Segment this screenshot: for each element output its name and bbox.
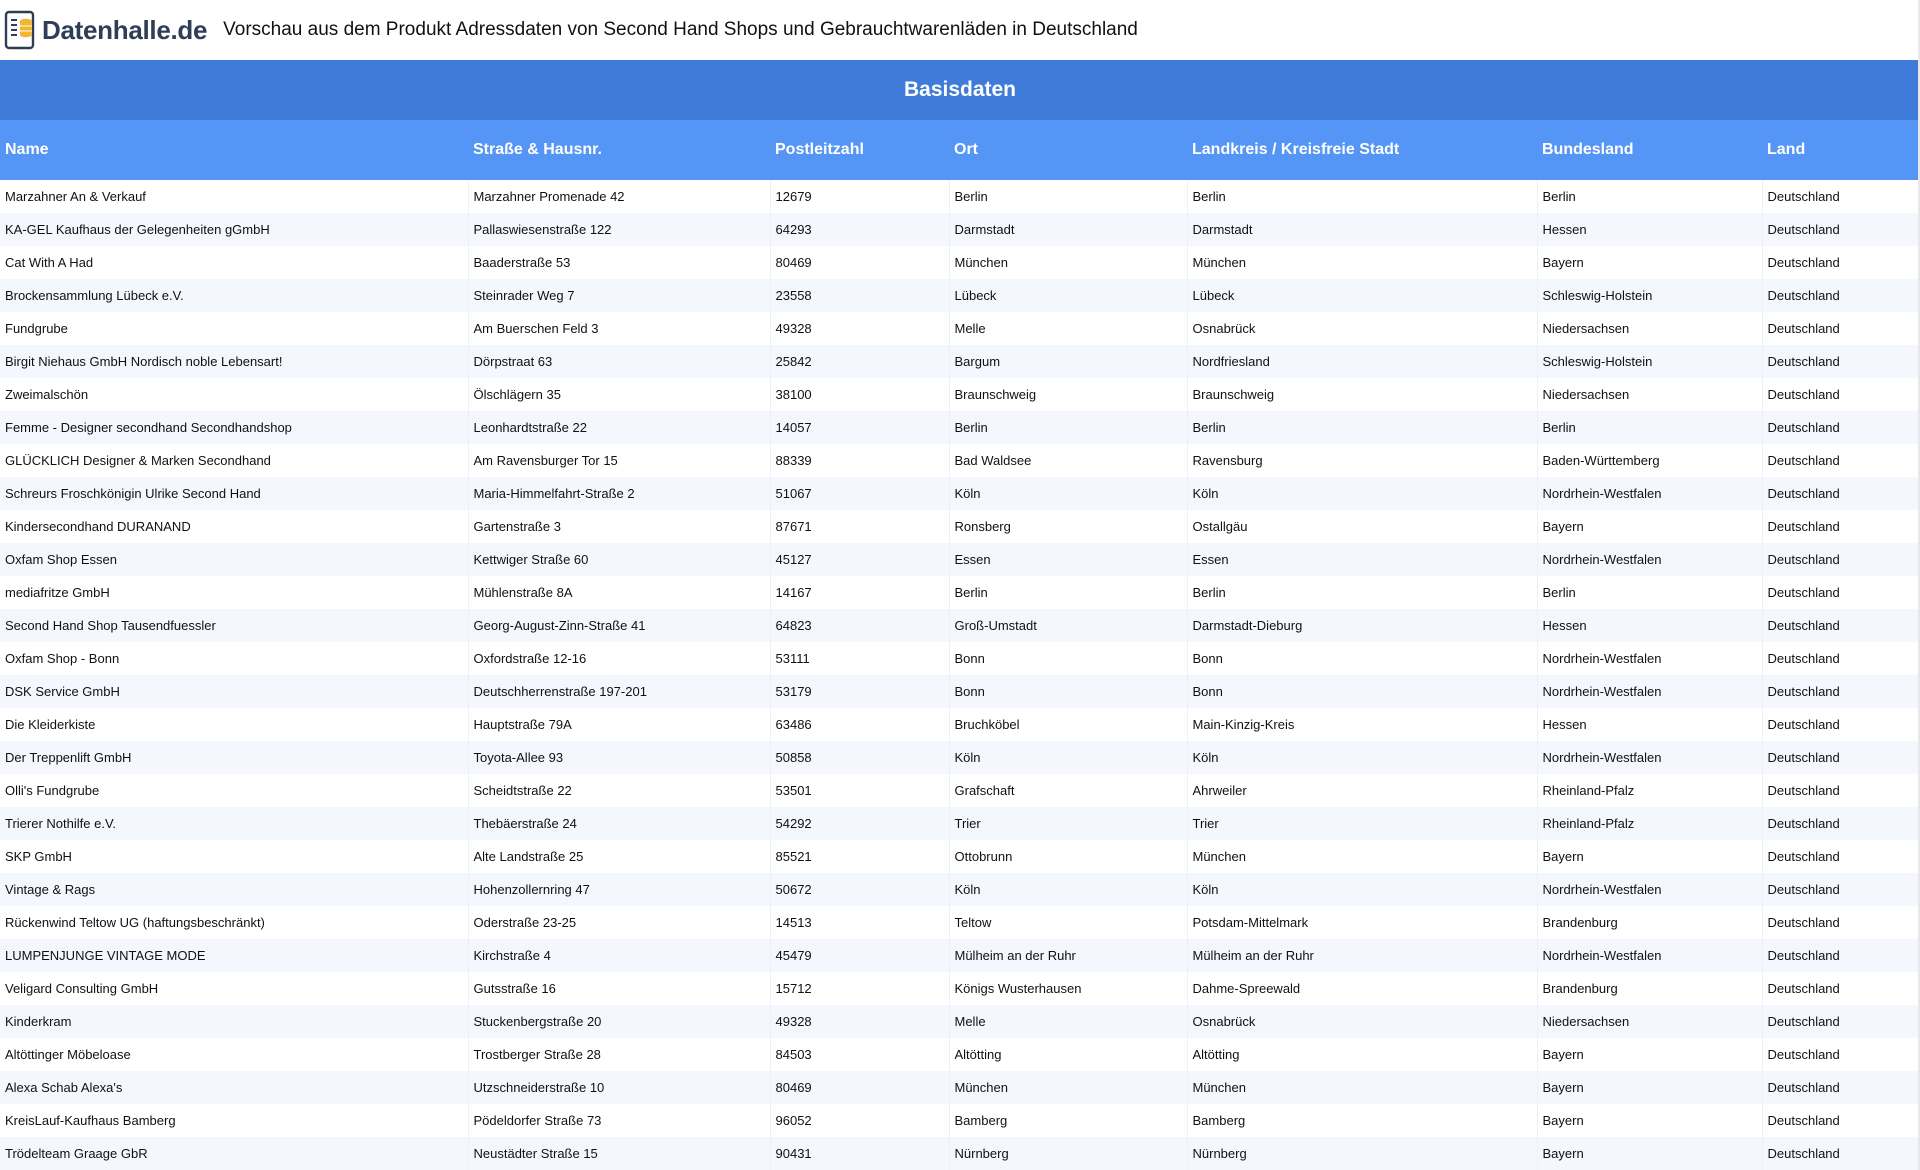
table-row[interactable] (0, 1137, 1920, 1170)
cell-street: Am Ravensburger Tor 15 (468, 444, 770, 477)
cell-name: Die Kleiderkiste (0, 708, 468, 741)
cell-state: Niedersachsen (1537, 312, 1762, 345)
cell-state: Bayern (1537, 1137, 1762, 1170)
cell-postal-code: 54292 (770, 807, 949, 840)
cell-street: Dörpstraat 63 (468, 345, 770, 378)
cell-district: Potsdam-Mittelmark (1187, 906, 1537, 939)
table-row[interactable] (0, 708, 1920, 741)
cell-name: Femme - Designer secondhand Secondhandshop (0, 411, 468, 444)
cell-name: mediafritze GmbH (0, 576, 468, 609)
cell-city: Köln (949, 873, 1187, 906)
cell-state: Nordrhein-Westfalen (1537, 477, 1762, 510)
cell-district: Ostallgäu (1187, 510, 1537, 543)
table-row[interactable] (0, 246, 1920, 279)
cell-name: Kindersecondhand DURANAND (0, 510, 468, 543)
cell-city: Grafschaft (949, 774, 1187, 807)
table-row[interactable] (0, 642, 1920, 675)
cell-city: München (949, 246, 1187, 279)
cell-state: Bayern (1537, 1104, 1762, 1137)
cell-district: Darmstadt-Dieburg (1187, 609, 1537, 642)
cell-name: Schreurs Froschkönigin Ulrike Second Hand (0, 477, 468, 510)
cell-district: Bonn (1187, 642, 1537, 675)
cell-city: Groß-Umstadt (949, 609, 1187, 642)
cell-city: Essen (949, 543, 1187, 576)
cell-district: Darmstadt (1187, 213, 1537, 246)
cell-state: Berlin (1537, 180, 1762, 213)
cell-state: Brandenburg (1537, 906, 1762, 939)
cell-city: Bamberg (949, 1104, 1187, 1137)
cell-country: Deutschland (1762, 543, 1920, 576)
cell-district: Osnabrück (1187, 312, 1537, 345)
cell-city: Bruchköbel (949, 708, 1187, 741)
cell-city: Teltow (949, 906, 1187, 939)
table-row[interactable] (0, 1104, 1920, 1137)
cell-country: Deutschland (1762, 576, 1920, 609)
table-row[interactable] (0, 543, 1920, 576)
table-row[interactable] (0, 180, 1920, 213)
cell-state: Bayern (1537, 1071, 1762, 1104)
table-row[interactable] (0, 1071, 1920, 1104)
table-row[interactable] (0, 1005, 1920, 1038)
table-row[interactable] (0, 345, 1920, 378)
cell-name: Rückenwind Teltow UG (haftungsbeschränkt) (0, 906, 468, 939)
cell-name: GLÜCKLICH Designer & Marken Secondhand (0, 444, 468, 477)
cell-name: Alexa Schab Alexa's (0, 1071, 468, 1104)
cell-city: Bonn (949, 675, 1187, 708)
cell-state: Niedersachsen (1537, 378, 1762, 411)
cell-street: Thebäerstraße 24 (468, 807, 770, 840)
cell-street: Toyota-Allee 93 (468, 741, 770, 774)
cell-street: Alte Landstraße 25 (468, 840, 770, 873)
cell-street: Kettwiger Straße 60 (468, 543, 770, 576)
cell-name: Fundgrube (0, 312, 468, 345)
column-header-city[interactable]: Ort (949, 120, 1187, 180)
cell-country: Deutschland (1762, 312, 1920, 345)
cell-postal-code: 80469 (770, 246, 949, 279)
cell-district: Main-Kinzig-Kreis (1187, 708, 1537, 741)
cell-name: Trödelteam Graage GbR (0, 1137, 468, 1170)
cell-state: Bayern (1537, 246, 1762, 279)
cell-postal-code: 87671 (770, 510, 949, 543)
site-logo[interactable] (4, 8, 207, 52)
cell-district: München (1187, 840, 1537, 873)
cell-street: Ölschlägern 35 (468, 378, 770, 411)
cell-street: Baaderstraße 53 (468, 246, 770, 279)
cell-postal-code: 96052 (770, 1104, 949, 1137)
cell-district: Köln (1187, 477, 1537, 510)
section-title: Basisdaten (0, 60, 1920, 120)
cell-postal-code: 49328 (770, 312, 949, 345)
cell-country: Deutschland (1762, 444, 1920, 477)
cell-state: Hessen (1537, 213, 1762, 246)
cell-postal-code: 63486 (770, 708, 949, 741)
cell-country: Deutschland (1762, 180, 1920, 213)
data-table (0, 120, 1920, 1170)
table-row[interactable] (0, 939, 1920, 972)
cell-city: Trier (949, 807, 1187, 840)
cell-district: München (1187, 246, 1537, 279)
cell-postal-code: 38100 (770, 378, 949, 411)
cell-postal-code: 49328 (770, 1005, 949, 1038)
cell-name: KreisLauf-Kaufhaus Bamberg (0, 1104, 468, 1137)
cell-name: Der Treppenlift GmbH (0, 741, 468, 774)
cell-street: Marzahner Promenade 42 (468, 180, 770, 213)
cell-state: Bayern (1537, 510, 1762, 543)
cell-country: Deutschland (1762, 1071, 1920, 1104)
cell-country: Deutschland (1762, 906, 1920, 939)
cell-state: Nordrhein-Westfalen (1537, 642, 1762, 675)
cell-city: Berlin (949, 180, 1187, 213)
cell-state: Nordrhein-Westfalen (1537, 675, 1762, 708)
cell-city: Nürnberg (949, 1137, 1187, 1170)
cell-city: Berlin (949, 411, 1187, 444)
cell-country: Deutschland (1762, 378, 1920, 411)
cell-state: Berlin (1537, 576, 1762, 609)
table-row[interactable] (0, 774, 1920, 807)
cell-state: Baden-Württemberg (1537, 444, 1762, 477)
table-row[interactable] (0, 477, 1920, 510)
cell-name: Oxfam Shop - Bonn (0, 642, 468, 675)
cell-street: Pallaswiesenstraße 122 (468, 213, 770, 246)
cell-street: Scheidtstraße 22 (468, 774, 770, 807)
cell-country: Deutschland (1762, 642, 1920, 675)
cell-name: KA-GEL Kaufhaus der Gelegenheiten gGmbH (0, 213, 468, 246)
cell-name: Altöttinger Möbeloase (0, 1038, 468, 1071)
cell-district: Bonn (1187, 675, 1537, 708)
cell-street: Pödeldorfer Straße 73 (468, 1104, 770, 1137)
cell-country: Deutschland (1762, 411, 1920, 444)
cell-country: Deutschland (1762, 1038, 1920, 1071)
cell-district: München (1187, 1071, 1537, 1104)
cell-postal-code: 23558 (770, 279, 949, 312)
cell-country: Deutschland (1762, 246, 1920, 279)
table-row[interactable] (0, 807, 1920, 840)
cell-country: Deutschland (1762, 609, 1920, 642)
cell-country: Deutschland (1762, 774, 1920, 807)
cell-state: Nordrhein-Westfalen (1537, 873, 1762, 906)
cell-street: Utzschneiderstraße 10 (468, 1071, 770, 1104)
cell-postal-code: 15712 (770, 972, 949, 1005)
cell-district: Ravensburg (1187, 444, 1537, 477)
cell-city: Bonn (949, 642, 1187, 675)
cell-postal-code: 53111 (770, 642, 949, 675)
cell-state: Nordrhein-Westfalen (1537, 939, 1762, 972)
cell-district: Nordfriesland (1187, 345, 1537, 378)
cell-street: Stuckenbergstraße 20 (468, 1005, 770, 1038)
cell-postal-code: 50858 (770, 741, 949, 774)
cell-country: Deutschland (1762, 345, 1920, 378)
cell-postal-code: 64293 (770, 213, 949, 246)
cell-city: München (949, 1071, 1187, 1104)
cell-postal-code: 45127 (770, 543, 949, 576)
cell-country: Deutschland (1762, 1104, 1920, 1137)
cell-postal-code: 88339 (770, 444, 949, 477)
cell-postal-code: 14167 (770, 576, 949, 609)
cell-city: Melle (949, 1005, 1187, 1038)
cell-street: Georg-August-Zinn-Straße 41 (468, 609, 770, 642)
cell-city: Ottobrunn (949, 840, 1187, 873)
cell-name: DSK Service GmbH (0, 675, 468, 708)
page-title: Vorschau aus dem Produkt Adressdaten von Second Hand Shops und Gebrauchtwarenläden in Deutschland (223, 19, 1138, 40)
cell-name: Oxfam Shop Essen (0, 543, 468, 576)
cell-street: Am Buerschen Feld 3 (468, 312, 770, 345)
cell-street: Neustädter Straße 15 (468, 1137, 770, 1170)
cell-street: Kirchstraße 4 (468, 939, 770, 972)
cell-state: Berlin (1537, 411, 1762, 444)
cell-country: Deutschland (1762, 939, 1920, 972)
cell-street: Oxfordstraße 12-16 (468, 642, 770, 675)
cell-country: Deutschland (1762, 1137, 1920, 1170)
cell-city: Königs Wusterhausen (949, 972, 1187, 1005)
cell-country: Deutschland (1762, 213, 1920, 246)
cell-street: Oderstraße 23-25 (468, 906, 770, 939)
cell-name: Cat With A Had (0, 246, 468, 279)
cell-street: Steinrader Weg 7 (468, 279, 770, 312)
cell-country: Deutschland (1762, 873, 1920, 906)
table-header (0, 120, 1920, 180)
cell-postal-code: 84503 (770, 1038, 949, 1071)
cell-name: Vintage & Rags (0, 873, 468, 906)
cell-state: Brandenburg (1537, 972, 1762, 1005)
cell-city: Melle (949, 312, 1187, 345)
cell-street: Mühlenstraße 8A (468, 576, 770, 609)
cell-country: Deutschland (1762, 972, 1920, 1005)
table-row[interactable] (0, 972, 1920, 1005)
cell-name: Marzahner An & Verkauf (0, 180, 468, 213)
cell-state: Hessen (1537, 708, 1762, 741)
cell-postal-code: 51067 (770, 477, 949, 510)
cell-city: Köln (949, 741, 1187, 774)
cell-name: Veligard Consulting GmbH (0, 972, 468, 1005)
table-row[interactable] (0, 378, 1920, 411)
table-row[interactable] (0, 609, 1920, 642)
cell-state: Bayern (1537, 840, 1762, 873)
table-row[interactable] (0, 873, 1920, 906)
cell-district: Lübeck (1187, 279, 1537, 312)
cell-district: Berlin (1187, 180, 1537, 213)
cell-postal-code: 14513 (770, 906, 949, 939)
cell-district: Berlin (1187, 411, 1537, 444)
cell-district: Ahrweiler (1187, 774, 1537, 807)
cell-postal-code: 53179 (770, 675, 949, 708)
cell-city: Altötting (949, 1038, 1187, 1071)
cell-country: Deutschland (1762, 807, 1920, 840)
cell-country: Deutschland (1762, 840, 1920, 873)
database-logo-icon (4, 9, 38, 51)
cell-city: Mülheim an der Ruhr (949, 939, 1187, 972)
cell-state: Schleswig-Holstein (1537, 345, 1762, 378)
cell-district: Bamberg (1187, 1104, 1537, 1137)
table-row[interactable] (0, 840, 1920, 873)
cell-postal-code: 12679 (770, 180, 949, 213)
column-header-district[interactable]: Landkreis / Kreisfreie Stadt (1187, 120, 1537, 180)
cell-postal-code: 64823 (770, 609, 949, 642)
cell-name: Kinderkram (0, 1005, 468, 1038)
cell-state: Rheinland-Pfalz (1537, 807, 1762, 840)
cell-country: Deutschland (1762, 510, 1920, 543)
column-header-street[interactable]: Straße & Hausnr. (468, 120, 770, 180)
cell-city: Bargum (949, 345, 1187, 378)
cell-city: Köln (949, 477, 1187, 510)
table-row[interactable] (0, 312, 1920, 345)
cell-street: Trostberger Straße 28 (468, 1038, 770, 1071)
cell-name: Zweimalschön (0, 378, 468, 411)
cell-district: Nürnberg (1187, 1137, 1537, 1170)
table-row[interactable] (0, 741, 1920, 774)
cell-city: Berlin (949, 576, 1187, 609)
cell-street: Maria-Himmelfahrt-Straße 2 (468, 477, 770, 510)
cell-country: Deutschland (1762, 708, 1920, 741)
cell-postal-code: 53501 (770, 774, 949, 807)
column-header-postal-code[interactable]: Postleitzahl (770, 120, 949, 180)
column-header-state[interactable]: Bundesland (1537, 120, 1762, 180)
cell-street: Deutschherrenstraße 197-201 (468, 675, 770, 708)
table-row[interactable] (0, 675, 1920, 708)
cell-name: Second Hand Shop Tausendfuessler (0, 609, 468, 642)
cell-district: Essen (1187, 543, 1537, 576)
cell-name: SKP GmbH (0, 840, 468, 873)
cell-district: Berlin (1187, 576, 1537, 609)
cell-street: Hauptstraße 79A (468, 708, 770, 741)
cell-district: Mülheim an der Ruhr (1187, 939, 1537, 972)
cell-city: Darmstadt (949, 213, 1187, 246)
table-row[interactable] (0, 510, 1920, 543)
cell-name: Olli's Fundgrube (0, 774, 468, 807)
cell-state: Schleswig-Holstein (1537, 279, 1762, 312)
table-row[interactable] (0, 1038, 1920, 1071)
cell-name: LUMPENJUNGE VINTAGE MODE (0, 939, 468, 972)
header-row (0, 120, 1920, 180)
cell-street: Gartenstraße 3 (468, 510, 770, 543)
table-row[interactable] (0, 279, 1920, 312)
cell-state: Rheinland-Pfalz (1537, 774, 1762, 807)
cell-postal-code: 25842 (770, 345, 949, 378)
cell-district: Dahme-Spreewald (1187, 972, 1537, 1005)
cell-postal-code: 45479 (770, 939, 949, 972)
cell-city: Braunschweig (949, 378, 1187, 411)
cell-postal-code: 80469 (770, 1071, 949, 1104)
cell-district: Köln (1187, 873, 1537, 906)
table-body (0, 180, 1920, 1170)
logo-text: Datenhalle.de (42, 14, 208, 45)
cell-postal-code: 90431 (770, 1137, 949, 1170)
table-row[interactable] (0, 213, 1920, 246)
cell-district: Osnabrück (1187, 1005, 1537, 1038)
column-header-country[interactable]: Land (1762, 120, 1920, 180)
cell-postal-code: 50672 (770, 873, 949, 906)
cell-state: Hessen (1537, 609, 1762, 642)
cell-state: Nordrhein-Westfalen (1537, 543, 1762, 576)
table-row[interactable] (0, 411, 1920, 444)
cell-state: Nordrhein-Westfalen (1537, 741, 1762, 774)
cell-country: Deutschland (1762, 741, 1920, 774)
cell-city: Ronsberg (949, 510, 1187, 543)
cell-country: Deutschland (1762, 1005, 1920, 1038)
cell-district: Altötting (1187, 1038, 1537, 1071)
cell-street: Hohenzollernring 47 (468, 873, 770, 906)
table-row[interactable] (0, 906, 1920, 939)
column-header-name[interactable]: Name (0, 120, 468, 180)
table-row[interactable] (0, 444, 1920, 477)
cell-street: Leonhardtstraße 22 (468, 411, 770, 444)
cell-state: Bayern (1537, 1038, 1762, 1071)
cell-postal-code: 85521 (770, 840, 949, 873)
cell-postal-code: 14057 (770, 411, 949, 444)
cell-district: Trier (1187, 807, 1537, 840)
cell-country: Deutschland (1762, 279, 1920, 312)
cell-name: Trierer Nothilfe e.V. (0, 807, 468, 840)
cell-name: Birgit Niehaus GmbH Nordisch noble Lebensart! (0, 345, 468, 378)
cell-city: Bad Waldsee (949, 444, 1187, 477)
cell-district: Braunschweig (1187, 378, 1537, 411)
cell-name: Brockensammlung Lübeck e.V. (0, 279, 468, 312)
cell-country: Deutschland (1762, 477, 1920, 510)
table-row[interactable] (0, 576, 1920, 609)
top-bar (0, 0, 1920, 60)
cell-city: Lübeck (949, 279, 1187, 312)
cell-state: Niedersachsen (1537, 1005, 1762, 1038)
cell-country: Deutschland (1762, 675, 1920, 708)
cell-street: Gutsstraße 16 (468, 972, 770, 1005)
cell-district: Köln (1187, 741, 1537, 774)
